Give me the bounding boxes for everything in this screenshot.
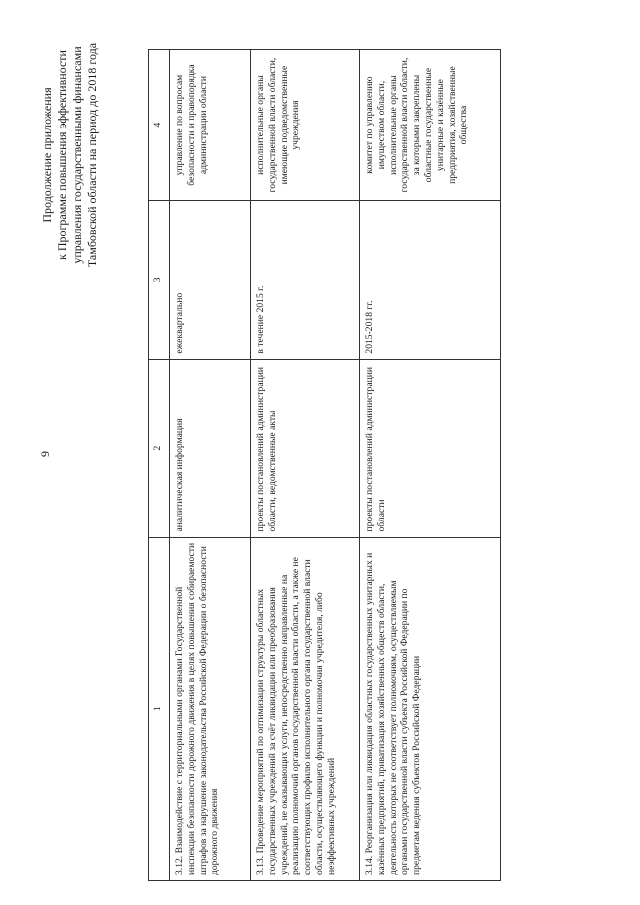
deadline-cell: ежеквартально	[170, 201, 251, 359]
table-header-row	[149, 50, 170, 881]
header-line: управления государственными финансами	[70, 46, 84, 264]
deadline-cell: в течение 2015 г.	[251, 201, 360, 359]
column-number-4: 4	[149, 50, 170, 201]
result-cell: проекты постановлений администрации области, ведомственные акты	[251, 359, 360, 537]
header-line: Тамбовской области на период до 2018 года	[85, 42, 99, 268]
result-cell: аналитическая информация	[170, 359, 251, 537]
measure-cell: 3.14. Реорганизация или ликвидация областных государственных унитарных и казённых предприятий, приватизация хозяйственных обществ области, деятельность которых не соответствует полномочиям, осуществляемым органами государственной власти субъекта Российской Федерации по предметам ведения субъектов Российской Федерации	[360, 537, 501, 880]
column-number-1: 1	[149, 537, 170, 880]
responsible-cell: управление по вопросам безопасности и правопорядка администрации области	[170, 50, 251, 201]
measures-table	[148, 49, 501, 881]
measure-cell: 3.13. Проведение мероприятий по оптимизации структуры областных государственных учреждений за счёт ликвидации или преобразования учреждений, не оказывающих услуги, непосредственно направленные на реализацию полномочий органов государственной власти области, а также не соответствующих профилю исполнительного органа государственной власти области, осуществляющего функции и полномочия учредителя, либо неэффективных учреждений	[251, 537, 360, 880]
appendix-header	[40, 5, 100, 305]
responsible-cell: комитет по управлению имуществом области, исполнительные органы государственной власти области, за которыми закреплены областные государственные унитарные и казённые предприятия, хозяйственные общества	[360, 50, 501, 201]
column-number-2: 2	[149, 359, 170, 537]
header-line: Продолжение приложения	[40, 87, 54, 223]
table-row	[170, 50, 251, 881]
page-number: 9	[38, 451, 52, 457]
table-row	[251, 50, 360, 881]
header-line: к Программе повышения эффективности	[55, 50, 69, 260]
result-cell: проекты постановлений администрации области	[360, 359, 501, 537]
measure-cell: 3.12. Взаимодействие с территориальными органами Государственной инспекции безопасности дорожного движения в целях повышения собираемости штрафов за нарушение законодательства Российской Федерации о безопасности дорожного движения	[170, 537, 251, 880]
column-number-3: 3	[149, 201, 170, 359]
responsible-cell: исполнительные органы государственной власти области, имеющие подведомственные учреждения	[251, 50, 360, 201]
deadline-cell: 2015-2018 гг.	[360, 201, 501, 359]
table-row	[360, 50, 501, 881]
